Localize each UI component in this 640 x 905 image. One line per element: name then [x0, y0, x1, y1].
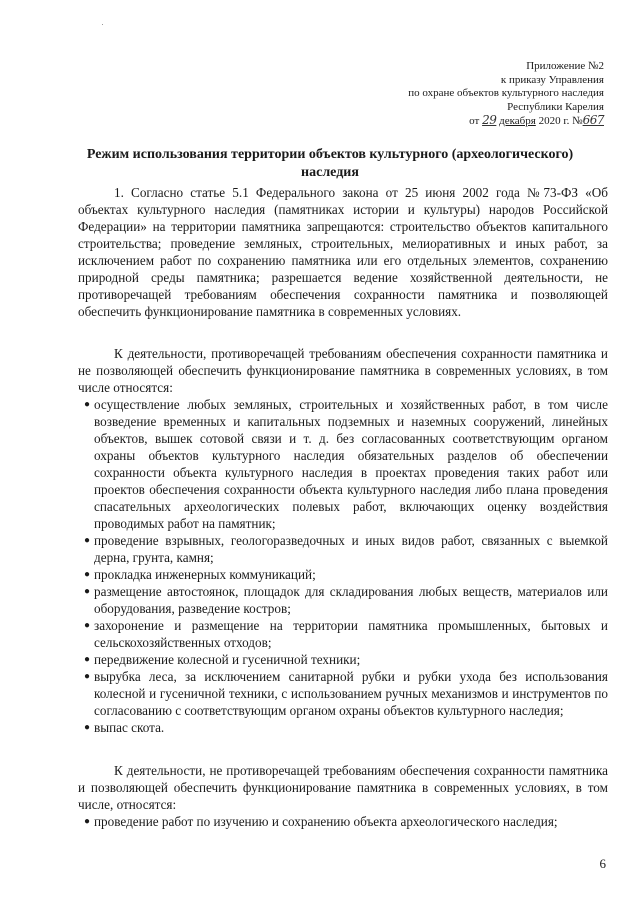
- list-item: [84, 396, 608, 532]
- list-item-text: выпас скота.: [94, 720, 165, 735]
- bullet-icon: ●: [84, 399, 91, 410]
- list-item: [84, 668, 608, 719]
- date-year: 2020 г. №: [538, 115, 583, 127]
- page-number: 6: [599, 856, 606, 871]
- list-item: [84, 813, 608, 830]
- document-title: Режим использования территории объектов культурного (археологического) наследия: [86, 147, 574, 180]
- list-item-text: передвижение колесной и гусеничной техники;: [94, 652, 361, 667]
- order-reference: к приказу Управления: [500, 73, 604, 86]
- bullet-icon: ●: [84, 671, 91, 682]
- paragraph-3-block: [78, 762, 608, 813]
- region-name: Республики Карелия: [507, 100, 604, 113]
- list-item: [84, 617, 608, 651]
- prohibited-activities-list: [84, 396, 608, 736]
- order-date-line: [324, 114, 604, 129]
- list-item-text: прокладка инженерных коммуникаций;: [94, 567, 316, 582]
- appendix-label: Приложение №2: [526, 60, 604, 72]
- paragraph-1-block: [78, 184, 608, 320]
- list-item: [84, 532, 608, 566]
- date-prefix: от: [469, 115, 480, 127]
- list-item-text: осуществление любых земляных, строительных и хозяйственных работ, в том числе возведение временных и капитальных подземных и наземных сооружений, линейных объектов, вышек сотовой связи и т. д. без согласованных соответствующим органом охраны объектов культурного наследия обязательных разделов об обеспечении сохранности объекта культурного наследия в проектах проведения таких работ или проектов обеспечения сохранности объекта культурного наследия либо плана проведения спасательных археологических полевых работ, включающих оценку воздействия проводимых работ на памятник;: [94, 397, 608, 531]
- date-month: декабря: [499, 115, 536, 127]
- list-item: [84, 583, 608, 617]
- bullet-icon: ●: [84, 620, 91, 631]
- bullet-icon: ●: [84, 722, 91, 733]
- list-item-text: захоронение и размещение на территории памятника промышленных, бытовых и сельскохозяйственных отходов;: [94, 618, 608, 650]
- date-day-handwritten: 29: [482, 113, 497, 127]
- bullet-icon: ●: [84, 569, 91, 580]
- authority-name: по охране объектов культурного наследия: [408, 87, 604, 99]
- list-item-text: размещение автостоянок, площадок для складирования любых веществ, материалов или оборудования, разведение костров;: [94, 584, 608, 616]
- list-item: [84, 719, 608, 736]
- allowed-activities-list: [84, 813, 608, 830]
- bullet-icon: ●: [84, 654, 91, 665]
- bullet-icon: ●: [84, 586, 91, 597]
- paragraph-2-block: [78, 345, 608, 396]
- paragraph-3: К деятельности, не противоречащей требованиям обеспечения сохранности памятника и позволяющей обеспечить функционирование памятника в современных условиях, в том числе, относятся:: [78, 763, 608, 812]
- order-number-handwritten: 667: [582, 113, 604, 127]
- paragraph-2: К деятельности, противоречащей требованиям обеспечения сохранности памятника и не позволяющей обеспечить функционирование памятника в современных условиях, в том числе относятся:: [78, 346, 608, 395]
- list-item-text: проведение работ по изучению и сохранению объекта археологического наследия;: [94, 814, 558, 829]
- bullet-icon: ●: [84, 816, 91, 827]
- list-item-text: вырубка леса, за исключением санитарной рубки и рубки ухода без использования колесной и гусеничной техники, с использованием ручных механизмов и инструментов по согласованию с соответствующим органом охраны объектов культурного наследия;: [94, 669, 608, 718]
- list-item-text: проведение взрывных, геологоразведочных и иных видов работ, связанных с выемкой дерна, грунта, камня;: [94, 533, 608, 565]
- paragraph-1: 1. Согласно статье 5.1 Федерального закона от 25 июня 2002 года №73-ФЗ «Об объектах культурного наследия (памятниках истории и культуры) народов Российской Федерации» на территории памятника запрещаются: строительство объектов капитального строительства; проведение земляных, строительных, мелиоративных и иных работ, за исключением работ по сохранению памятника или его отдельных элементов, сохранению природной среды памятника; разрешается ведение хозяйственной деятельности, не противоречащей требованиям обеспечения сохранности памятника и позволяющей обеспечить функционирование памятника в современных условиях.: [78, 185, 608, 319]
- scan-speck: [102, 24, 103, 25]
- list-item: [84, 566, 608, 583]
- bullet-icon: ●: [84, 535, 91, 546]
- appendix-header: [324, 60, 604, 129]
- list-item: [84, 651, 608, 668]
